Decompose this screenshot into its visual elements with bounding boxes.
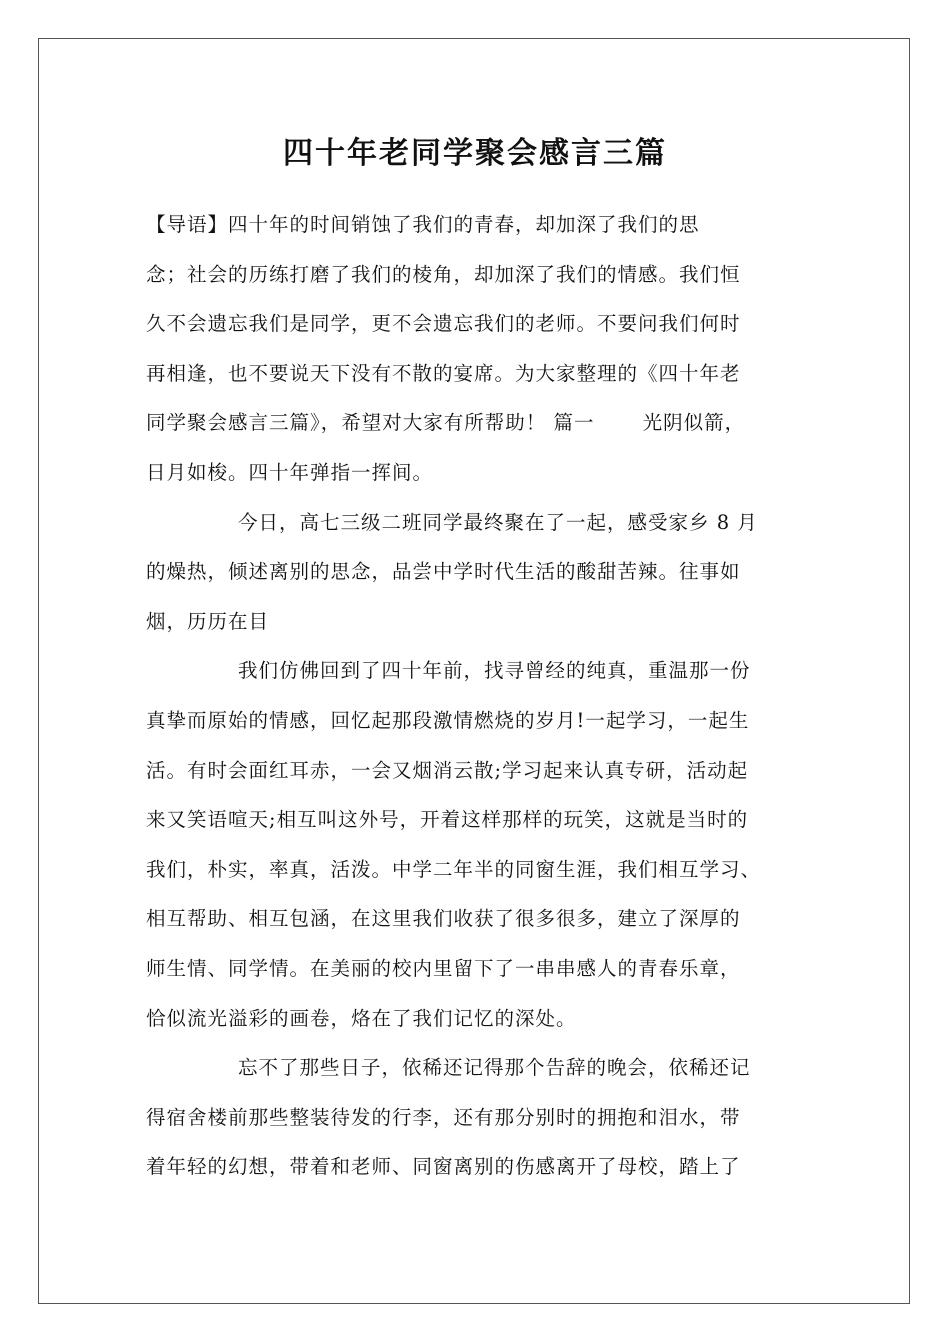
text-line: 念；社会的历练打磨了我们的棱角，却加深了我们的情感。我们恒 (146, 262, 741, 286)
text-line: 真挚而原始的情感，回忆起那段激情燃烧的岁月!一起学习，一起生 (146, 708, 750, 732)
text-line: 我们，朴实，率真，活泼。中学二年半的同窗生涯，我们相互学习、 (146, 857, 762, 881)
text-line: 相互帮助、相互包涵，在这里我们收获了很多很多，建立了深厚的 (146, 907, 741, 931)
paragraph-memories (146, 646, 826, 1043)
text-line: 恰似流光溢彩的画卷，烙在了我们记忆的深处。 (146, 1006, 577, 1030)
text-line: 今日，高七三级二班同学最终聚在了一起，感受家乡 8 月 (238, 510, 758, 534)
text-line: 得宿舍楼前那些整装待发的行李，还有那分别时的拥抱和泪水，带 (146, 1105, 741, 1129)
text-line: 师生情、同学情。在美丽的校内里留下了一串串感人的青春乐章， (146, 956, 741, 980)
text-line: 忘不了那些日子，依稀还记得那个告辞的晚会，依稀还记 (238, 1056, 751, 1080)
document-title: 四十年老同学聚会感言三篇 (283, 136, 667, 171)
text-line: 久不会遗忘我们是同学，更不会遗忘我们的老师。不要问我们何时 (146, 312, 741, 336)
text-line: 同学聚会感言三篇》，希望对大家有所帮助！ 篇一 光阴似箭， (146, 411, 746, 435)
text-line: 活。有时会面红耳赤，一会又烟消云散;学习起来认真专研，活动起 (146, 758, 749, 782)
text-line: 的燥热，倾述离别的思念，品尝中学时代生活的酸甜苦辣。往事如 (146, 560, 741, 584)
text-line: 【导语】四十年的时间销蚀了我们的青春，却加深了我们的思 (146, 213, 700, 236)
text-line: 着年轻的幻想，带着和老师、同窗离别的伤感离开了母校，踏上了 (146, 1155, 741, 1179)
paragraph-intro (146, 200, 826, 498)
text-line: 再相逢，也不要说天下没有不散的宴席。为大家整理的《四十年老 (146, 361, 741, 385)
text-line: 日月如梭。四十年弹指一挥间。 (146, 460, 434, 484)
paragraph-reunion (146, 498, 826, 647)
document-body (146, 200, 826, 1192)
text-line: 我们仿佛回到了四十年前，找寻曾经的纯真，重温那一份 (238, 659, 751, 683)
text-line: 来又笑语喧天;相互叫这外号，开着这样那样的玩笑，这就是当时的 (146, 808, 749, 832)
paragraph-farewell (146, 1043, 826, 1192)
text-line: 烟，历历在目 (146, 609, 270, 633)
